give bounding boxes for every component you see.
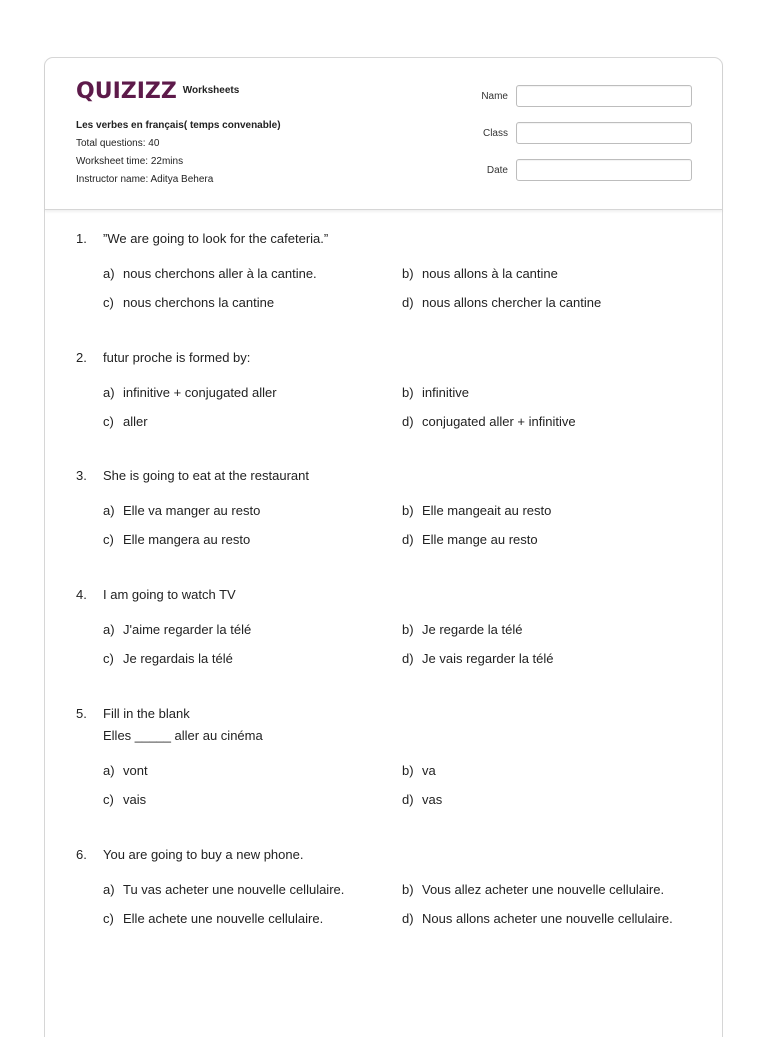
option-b[interactable] xyxy=(402,879,702,901)
option-text: Je regarde la télé xyxy=(422,622,523,637)
question-text: futur proche is formed by: xyxy=(103,350,251,365)
option-letter: a) xyxy=(103,882,115,897)
option-letter: c) xyxy=(103,911,114,926)
question-text: I am going to watch TV xyxy=(103,587,236,602)
option-text: infinitive xyxy=(422,385,469,400)
option-a[interactable] xyxy=(103,760,402,782)
question-number: 6. xyxy=(76,847,87,862)
question-head xyxy=(76,347,696,369)
option-d[interactable] xyxy=(402,648,702,670)
option-c[interactable] xyxy=(103,529,402,551)
question-text: You are going to buy a new phone. xyxy=(103,847,304,862)
question-6 xyxy=(76,844,696,930)
option-text: Je vais regarder la télé xyxy=(422,651,554,666)
worksheet-title: Les verbes en français( temps convenable) xyxy=(76,120,281,131)
brand xyxy=(76,80,239,104)
option-b[interactable] xyxy=(402,382,702,404)
student-fields xyxy=(448,85,692,196)
option-d[interactable] xyxy=(402,292,702,314)
option-letter: b) xyxy=(402,503,414,518)
option-letter: d) xyxy=(402,295,414,310)
option-c[interactable] xyxy=(103,789,402,811)
option-text: Elle mange au resto xyxy=(422,532,538,547)
worksheet-time: Worksheet time: 22mins xyxy=(76,156,184,167)
option-letter: c) xyxy=(103,651,114,666)
total-questions: Total questions: 40 xyxy=(76,138,160,149)
question-4 xyxy=(76,584,696,670)
option-letter: b) xyxy=(402,882,414,897)
option-text: vais xyxy=(123,792,147,807)
class-input[interactable] xyxy=(516,122,692,144)
option-text: Elle mangera au resto xyxy=(123,532,251,547)
question-head xyxy=(76,703,696,747)
question-text: Fill in the blank Elles _____ aller au cinéma xyxy=(103,706,263,743)
option-text: Tu vas acheter une nouvelle cellulaire. xyxy=(123,882,345,897)
option-text: vas xyxy=(422,792,443,807)
option-text: Elle achete une nouvelle cellulaire. xyxy=(123,911,324,926)
options xyxy=(103,760,696,811)
question-number: 3. xyxy=(76,468,87,483)
option-a[interactable] xyxy=(103,263,402,285)
field-class xyxy=(448,122,692,144)
field-label: Class xyxy=(482,127,508,139)
option-a[interactable] xyxy=(103,382,402,404)
option-letter: a) xyxy=(103,266,115,281)
brand-subtitle: Worksheets xyxy=(182,84,240,96)
options xyxy=(103,500,696,551)
question-head xyxy=(76,844,696,866)
question-3 xyxy=(76,465,696,551)
option-text: Je regardais la télé xyxy=(123,651,233,666)
option-d[interactable] xyxy=(402,789,702,811)
option-d[interactable] xyxy=(402,908,702,930)
option-text: va xyxy=(422,763,436,778)
option-b[interactable] xyxy=(402,263,702,285)
option-letter: d) xyxy=(402,532,414,547)
options xyxy=(103,619,696,670)
question-text: ”We are going to look for the cafeteria.” xyxy=(103,231,329,246)
question-number: 1. xyxy=(76,231,87,246)
option-text: Elle va manger au resto xyxy=(123,503,261,518)
option-letter: b) xyxy=(402,266,414,281)
question-head xyxy=(76,584,696,606)
option-letter: b) xyxy=(402,763,414,778)
question-5 xyxy=(76,703,696,811)
option-text: infinitive + conjugated aller xyxy=(123,385,277,400)
question-1 xyxy=(76,228,696,314)
field-label: Name xyxy=(481,90,508,102)
options xyxy=(103,879,696,930)
question-head xyxy=(76,228,696,250)
option-b[interactable] xyxy=(402,619,702,641)
field-label: Date xyxy=(486,164,508,176)
question-text: She is going to eat at the restaurant xyxy=(103,468,309,483)
question-number: 4. xyxy=(76,587,87,602)
options xyxy=(103,263,696,314)
option-letter: a) xyxy=(103,385,115,400)
option-b[interactable] xyxy=(402,500,702,522)
option-letter: d) xyxy=(402,792,414,807)
option-c[interactable] xyxy=(103,908,402,930)
option-a[interactable] xyxy=(103,619,402,641)
option-c[interactable] xyxy=(103,292,402,314)
option-letter: d) xyxy=(402,414,414,429)
option-letter: c) xyxy=(103,792,114,807)
option-d[interactable] xyxy=(402,411,702,433)
option-text: nous allons à la cantine xyxy=(422,266,558,281)
option-text: nous allons chercher la cantine xyxy=(422,295,602,310)
worksheet-header xyxy=(45,58,722,210)
question-list xyxy=(76,228,696,930)
option-a[interactable] xyxy=(103,879,402,901)
option-text: Elle mangeait au resto xyxy=(422,503,552,518)
option-a[interactable] xyxy=(103,500,402,522)
question-number: 2. xyxy=(76,350,87,365)
field-date xyxy=(448,159,692,181)
option-text: aller xyxy=(123,414,148,429)
name-input[interactable] xyxy=(516,85,692,107)
option-d[interactable] xyxy=(402,529,702,551)
option-text: nous cherchons aller à la cantine. xyxy=(123,266,317,281)
option-letter: a) xyxy=(103,763,115,778)
option-letter: c) xyxy=(103,295,114,310)
option-letter: c) xyxy=(103,532,114,547)
instructor-name: Instructor name: Aditya Behera xyxy=(76,174,214,185)
option-b[interactable] xyxy=(402,760,702,782)
worksheet-meta xyxy=(76,117,281,189)
options xyxy=(103,382,696,433)
option-letter: d) xyxy=(402,911,414,926)
option-c[interactable] xyxy=(103,411,402,433)
option-letter: b) xyxy=(402,385,414,400)
option-text: Vous allez acheter une nouvelle cellulaire. xyxy=(422,882,665,897)
option-text: conjugated aller + infinitive xyxy=(422,414,576,429)
date-input[interactable] xyxy=(516,159,692,181)
field-name xyxy=(448,85,692,107)
question-2 xyxy=(76,347,696,433)
option-text: J'aime regarder la télé xyxy=(123,622,252,637)
quizizz-logo: QUIZIZZ xyxy=(76,79,177,104)
question-number: 5. xyxy=(76,706,87,721)
option-letter: d) xyxy=(402,651,414,666)
option-letter: b) xyxy=(402,622,414,637)
option-letter: c) xyxy=(103,414,114,429)
option-c[interactable] xyxy=(103,648,402,670)
worksheet-page xyxy=(44,57,723,1037)
option-text: nous cherchons la cantine xyxy=(123,295,275,310)
option-letter: a) xyxy=(103,503,115,518)
question-head xyxy=(76,465,696,487)
option-text: Nous allons acheter une nouvelle cellulaire. xyxy=(422,911,673,926)
option-letter: a) xyxy=(103,622,115,637)
option-text: vont xyxy=(123,763,148,778)
